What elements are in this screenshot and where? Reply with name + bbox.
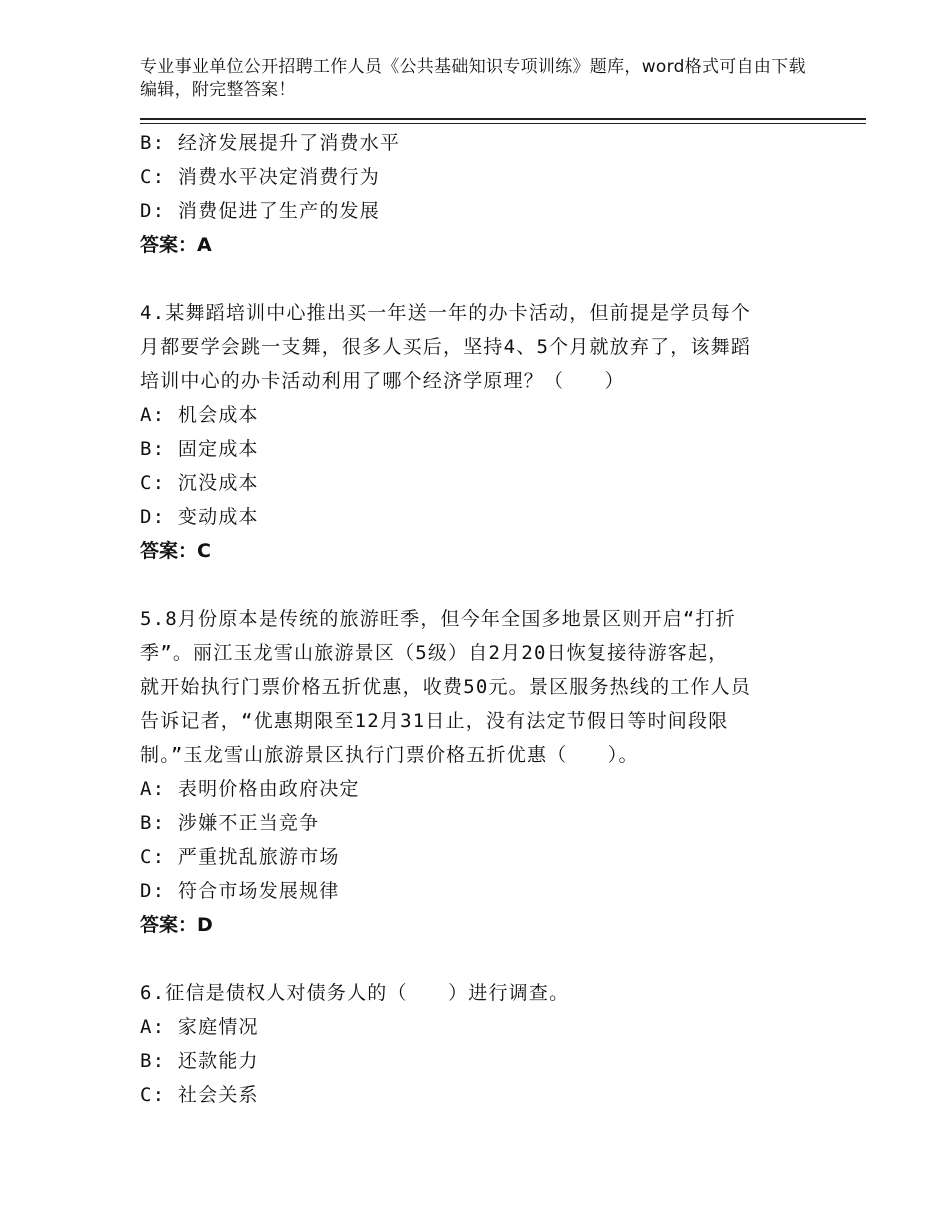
question-4 [140,296,820,568]
option-a: A: 机会成本 [140,404,259,426]
question-stem: 月都要学会跳一支舞，很多人买后，坚持4、5个月就放弃了，该舞蹈 [140,336,752,358]
option-d: D: 符合市场发展规律 [140,880,340,902]
question-5 [140,602,820,942]
question-stem: 6.征信是债权人对债务人的（ ）进行调查。 [140,982,570,1004]
option-d: D: 消费促进了生产的发展 [140,200,380,222]
question-stem: 就开始执行门票价格五折优惠，收费50元。景区服务热线的工作人员 [140,676,752,698]
answer-label: 答案：C [140,540,211,562]
question-stem: 培训中心的办卡活动利用了哪个经济学原理？（ ） [140,370,625,392]
question-stem: 季”。丽江玉龙雪山旅游景区（5级）自2月20日恢复接待游客起， [140,642,729,664]
option-b: B: 还款能力 [140,1050,259,1072]
question-3-continued [140,126,820,262]
document-title: 专业事业单位公开招聘工作人员《公共基础知识专项训练》题库，word格式可自由下载编辑，附完整答案！ [140,57,806,100]
page-header [140,56,820,102]
option-c: C: 消费水平决定消费行为 [140,166,380,188]
answer-label: 答案：A [140,234,212,256]
option-c: C: 沉没成本 [140,472,259,494]
answer-label: 答案：D [140,914,213,936]
option-a: A: 表明价格由政府决定 [140,778,360,800]
option-b: B: 固定成本 [140,438,259,460]
option-c: C: 严重扰乱旅游市场 [140,846,340,868]
option-c: C: 社会关系 [140,1084,259,1106]
header-divider [140,118,866,125]
question-stem: 制。”玉龙雪山旅游景区执行门票价格五折优惠（ ）。 [140,744,639,766]
option-b: B: 经济发展提升了消费水平 [140,132,401,154]
question-content [140,126,820,1112]
question-6 [140,976,820,1112]
question-stem: 5.8月份原本是传统的旅游旺季，但今年全国多地景区则开启“打折 [140,608,736,630]
question-stem: 告诉记者，“优惠期限至12月31日止，没有法定节假日等时间段限 [140,710,729,732]
option-a: A: 家庭情况 [140,1016,259,1038]
question-stem: 4.某舞蹈培训中心推出买一年送一年的办卡活动，但前提是学员每个 [140,302,752,324]
option-b: B: 涉嫌不正当竞争 [140,812,320,834]
option-d: D: 变动成本 [140,506,259,528]
